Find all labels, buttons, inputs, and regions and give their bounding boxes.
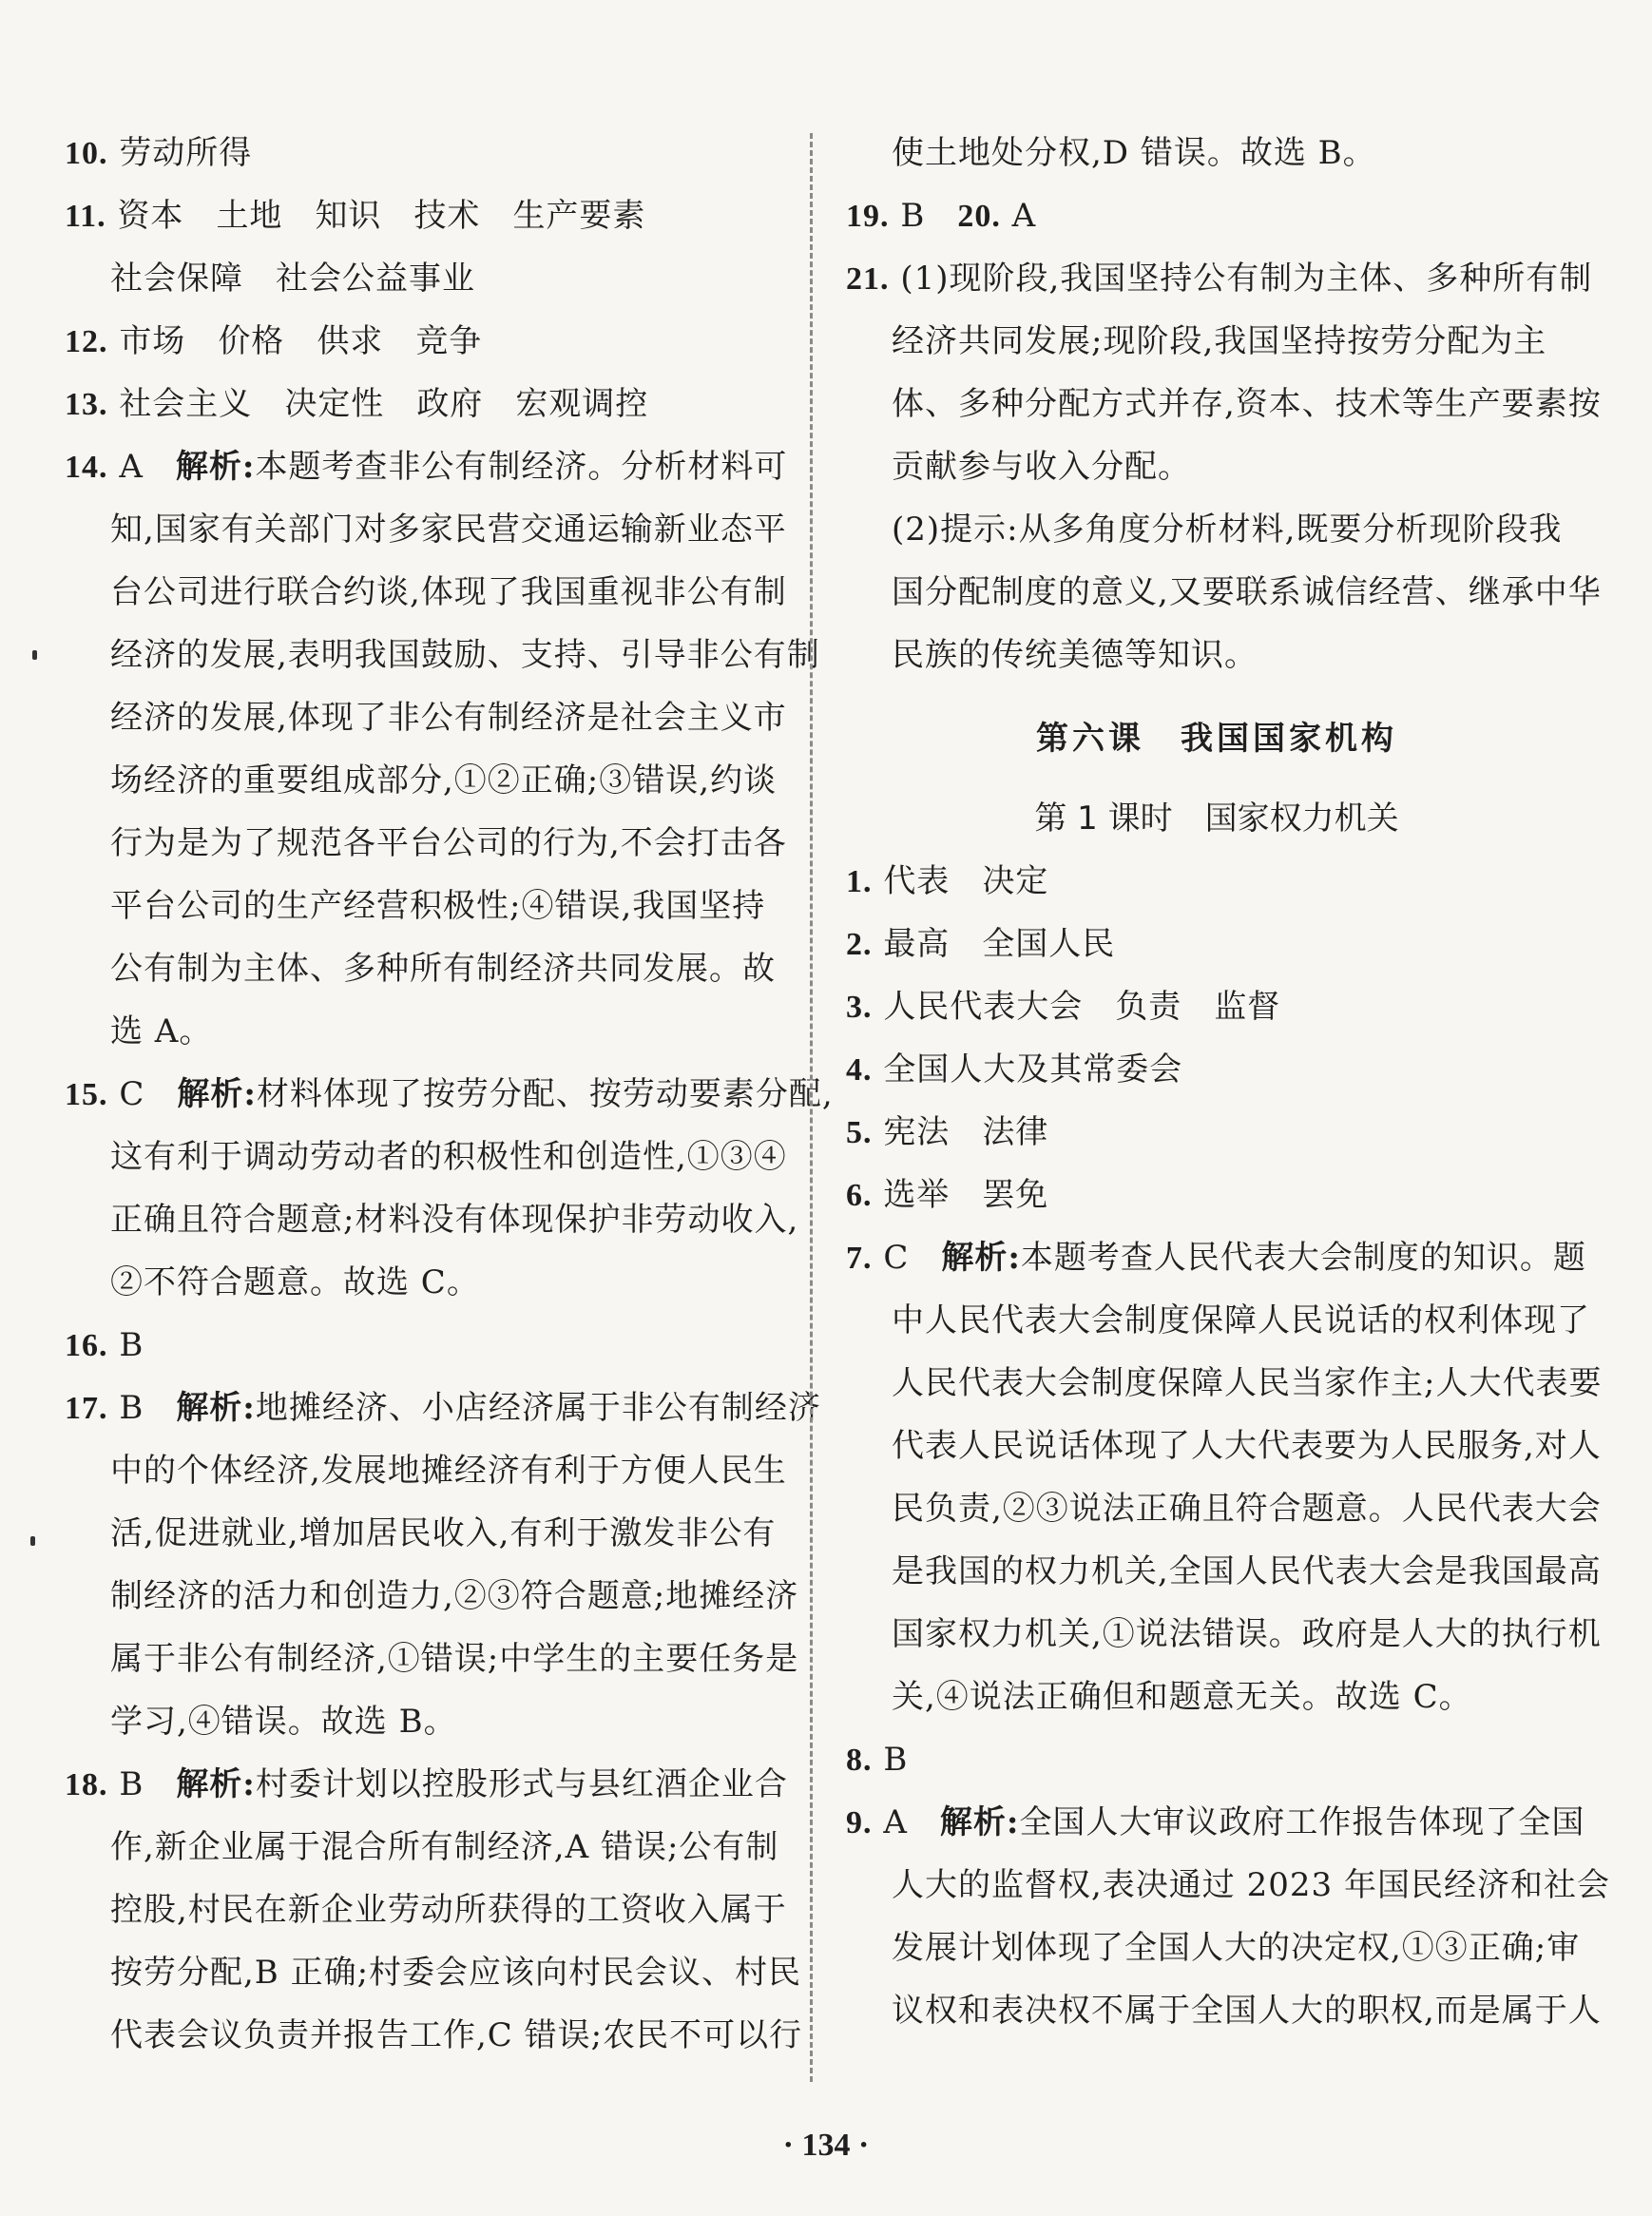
answer-21-line: 体、多种分配方式并存,资本、技术等生产要素按 <box>892 385 1602 423</box>
answer-14-line: 行为是为了规范各平台公司的行为,不会打击各 <box>110 824 787 862</box>
scan-speck <box>32 650 37 660</box>
answer-18: 18. B 解析:村委计划以控股形式与县红酒企业合 <box>65 1765 788 1803</box>
answer-12: 12. 市场 价格 供求 竞争 <box>65 322 483 360</box>
left-column <box>65 122 834 2067</box>
answer-p9-line: 发展计划体现了全国人大的决定权,①③正确;审 <box>892 1929 1581 1967</box>
answer-p7-line: 人民代表大会制度保障人民当家作主;人大代表要 <box>892 1364 1603 1402</box>
answer-18-line: 按劳分配,B 正确;村委会应该向村民会议、村民 <box>110 1954 802 1992</box>
answer-15-line: ②不符合题意。故选 C。 <box>110 1263 480 1301</box>
answer-18-line: 控股,村民在新企业劳动所获得的工资收入属于 <box>110 1891 787 1929</box>
answer-18-line: 代表会议负责并报告工作,C 错误;农民不可以行 <box>110 2016 803 2054</box>
answer-14-line: 知,国家有关部门对多家民营交通运输新业态平 <box>110 511 787 549</box>
answer-p7-line: 关,④说法正确但和题意无关。故选 C。 <box>892 1678 1472 1716</box>
answer-p9-line: 人大的监督权,表决通过 2023 年国民经济和社会 <box>892 1866 1610 1904</box>
column-divider <box>810 133 813 2082</box>
answer-17: 17. B 解析:地摊经济、小店经济属于非公有制经济 <box>65 1389 821 1427</box>
answer-11: 11. 资本 土地 知识 技术 生产要素 <box>65 197 646 235</box>
answer-19-20: 19. B 20. A <box>846 197 1037 235</box>
answer-17-line: 中的个体经济,发展地摊经济有利于方便人民生 <box>110 1452 787 1490</box>
answer-11-cont: 社会保障 社会公益事业 <box>110 260 475 298</box>
answer-p2: 2. 最高 全国人民 <box>846 925 1116 963</box>
answer-18-cont: 使土地处分权,D 错误。故选 B。 <box>892 134 1376 172</box>
answer-17-line: 学习,④错误。故选 B。 <box>110 1703 457 1741</box>
answer-p9: 9. A 解析:全国人大审议政府工作报告体现了全国 <box>846 1803 1585 1841</box>
answer-14-line: 场经济的重要组成部分,①②正确;③错误,约谈 <box>110 761 778 800</box>
period-title: 第 1 课时 国家权力机关 <box>1034 800 1399 838</box>
answer-p7-line: 国家权力机关,①说法错误。政府是人大的执行机 <box>892 1615 1602 1653</box>
answer-14-line: 台公司进行联合约谈,体现了我国重视非公有制 <box>110 573 787 611</box>
right-column <box>846 122 1610 2042</box>
page-number: · 134 · <box>782 2128 870 2163</box>
answer-15-line: 这有利于调动劳动者的积极性和创造性,①③④ <box>110 1138 787 1176</box>
answer-21: 21. (1)现阶段,我国坚持公有制为主体、多种所有制 <box>846 260 1593 298</box>
answer-p6: 6. 选举 罢免 <box>846 1176 1049 1214</box>
answer-14-line: 公有制为主体、多种所有制经济共同发展。故 <box>110 950 776 988</box>
answer-14-line: 选 A。 <box>110 1012 213 1050</box>
answer-14-line: 经济的发展,表明我国鼓励、支持、引导非公有制 <box>110 636 820 674</box>
answer-15-line: 正确且符合题意;材料没有体现保护非劳动收入, <box>110 1201 799 1239</box>
answer-p8: 8. B <box>846 1741 909 1779</box>
answer-p7-line: 代表人民说话体现了人大代表要为人民服务,对人 <box>892 1427 1602 1465</box>
lesson-title: 第六课 我国国家机构 <box>1036 720 1397 758</box>
answer-p7: 7. C 解析:本题考查人民代表大会制度的知识。题 <box>846 1239 1586 1277</box>
answer-17-line: 属于非公有制经济,①错误;中学生的主要任务是 <box>110 1640 799 1678</box>
answer-p7-line: 是我国的权力机关,全国人民代表大会是我国最高 <box>892 1552 1602 1590</box>
answer-10: 10. 劳动所得 <box>65 134 253 172</box>
answer-p7-line: 民负责,②③说法正确且符合题意。人民代表大会 <box>892 1490 1602 1528</box>
answer-p1: 1. 代表 决定 <box>846 862 1049 900</box>
answer-p9-line: 议权和表决权不属于全国人大的职权,而是属于人 <box>892 1992 1602 2030</box>
answer-p3: 3. 人民代表大会 负责 监督 <box>846 988 1281 1026</box>
answer-13: 13. 社会主义 决定性 政府 宏观调控 <box>65 385 649 423</box>
answer-18-line: 作,新企业属于混合所有制经济,A 错误;公有制 <box>110 1828 779 1866</box>
answer-p5: 5. 宪法 法律 <box>846 1113 1049 1151</box>
answer-14-line: 经济的发展,体现了非公有制经济是社会主义市 <box>110 699 787 737</box>
scan-speck <box>30 1536 35 1546</box>
answer-14-line: 平台公司的生产经营积极性;④错误,我国坚持 <box>110 887 766 925</box>
answer-17-line: 制经济的活力和创造力,②③符合题意;地摊经济 <box>110 1577 799 1615</box>
answer-21-line: 民族的传统美德等知识。 <box>892 636 1258 674</box>
answer-16: 16. B <box>65 1326 144 1364</box>
answer-17-line: 活,促进就业,增加居民收入,有利于激发非公有 <box>110 1514 777 1552</box>
answer-21-line: (2)提示:从多角度分析材料,既要分析现阶段我 <box>892 511 1563 549</box>
answer-21-line: 国分配制度的意义,又要联系诚信经营、继承中华 <box>892 573 1602 611</box>
answer-21-line: 贡献参与收入分配。 <box>892 448 1191 486</box>
answer-p7-line: 中人民代表大会制度保障人民说话的权利体现了 <box>892 1301 1590 1339</box>
answer-p4: 4. 全国人大及其常委会 <box>846 1050 1183 1089</box>
answer-21-line: 经济共同发展;现阶段,我国坚持按劳分配为主 <box>892 322 1547 360</box>
answer-14: 14. A 解析:本题考查非公有制经济。分析材料可 <box>65 448 788 486</box>
answer-15: 15. C 解析:材料体现了按劳分配、按劳动要素分配, <box>65 1075 834 1113</box>
